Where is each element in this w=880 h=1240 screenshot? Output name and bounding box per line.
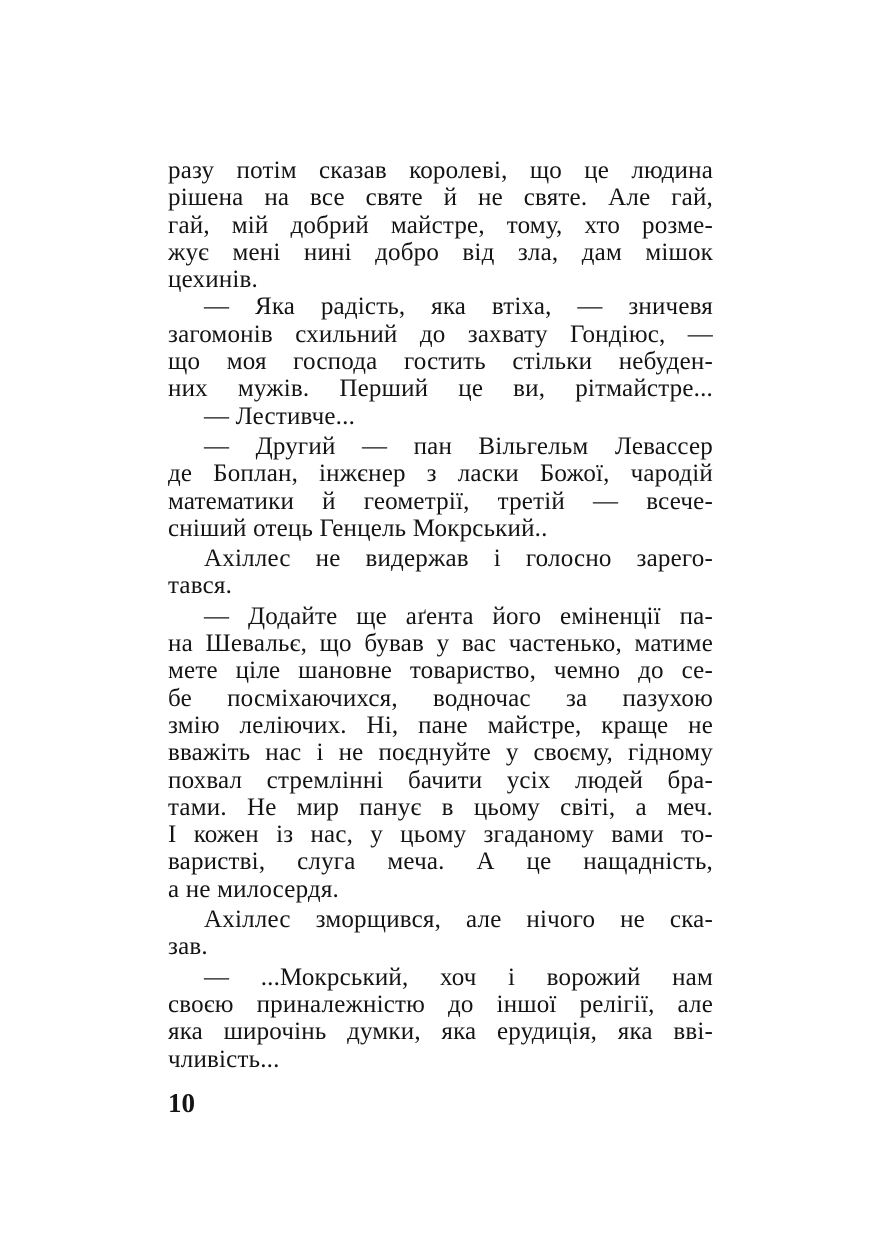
text-line: — Додайте ще аґента його еміненції па- <box>204 602 713 630</box>
text-line: І кожен із нас, у цьому згаданому вами то- <box>168 821 713 849</box>
text-line: гай, мій добрий майстре, тому, хто розме- <box>168 211 713 239</box>
text-line: похвал стремлінні бачити усіх людей бра- <box>168 766 713 794</box>
text-line: що моя господа гостить стільки небуден- <box>168 348 713 376</box>
text-line: змію леліючих. Ні, пане майстре, краще не <box>168 711 713 739</box>
text-line: яка широчінь думки, яка ерудиція, яка вві- <box>168 1018 713 1046</box>
text-line: мете ціле шановне товариство, чемно до се- <box>168 657 713 685</box>
text-line: на Шевальє, що бував у вас частенько, матиме <box>168 630 713 658</box>
text-line: загомонів схильний до захвату Гондіюс, — <box>168 320 713 348</box>
text-line: цехинів. <box>168 266 259 294</box>
text-line: вважіть нас і не поєднуйте у своєму, гідному <box>168 739 713 767</box>
text-line: сніший отець Генцель Мокрський.. <box>168 514 548 542</box>
body-text <box>168 157 713 1073</box>
text-line: бе посміхаючихся, водночас за пазухою <box>168 684 713 712</box>
text-line: — ...Мокрський, хоч і ворожий нам <box>204 963 713 991</box>
text-line: тами. Не мир панує в цьому світі, а меч. <box>168 793 713 821</box>
text-line: варистві, слуга меча. А це нащадність, <box>168 848 713 876</box>
text-line: де Боплан, інжєнер з ласки Божої, чародій <box>168 460 713 488</box>
text-line: тався. <box>168 572 233 600</box>
text-line: своєю приналежністю до іншої релігії, але <box>168 990 713 1018</box>
text-line: них мужів. Перший це ви, рітмайстре... <box>168 375 713 403</box>
text-line: разу потім сказав королеві, що це людина <box>168 157 713 184</box>
text-line: — Яка радість, яка втіха, — зничевя <box>204 293 713 321</box>
text-line: а не милосердя. <box>168 875 340 903</box>
text-line: Ахіллес зморщився, але нічого не ска- <box>204 906 713 934</box>
text-line: зав. <box>168 933 208 961</box>
page-number: 10 <box>168 1088 195 1118</box>
text-line: — Лестивче... <box>204 402 356 430</box>
text-line: жує мені нині добро від зла, дам мішок <box>168 238 713 266</box>
text-line: Ахіллес не видержав і голосно зарего- <box>204 545 713 573</box>
text-line: — Другий — пан Вільгельм Левассер <box>204 432 713 460</box>
text-line: чливість... <box>168 1045 280 1073</box>
text-line: математики й геометрії, третій — всече- <box>168 487 713 515</box>
text-line: рішена на все святе й не святе. Але гай, <box>168 184 713 212</box>
